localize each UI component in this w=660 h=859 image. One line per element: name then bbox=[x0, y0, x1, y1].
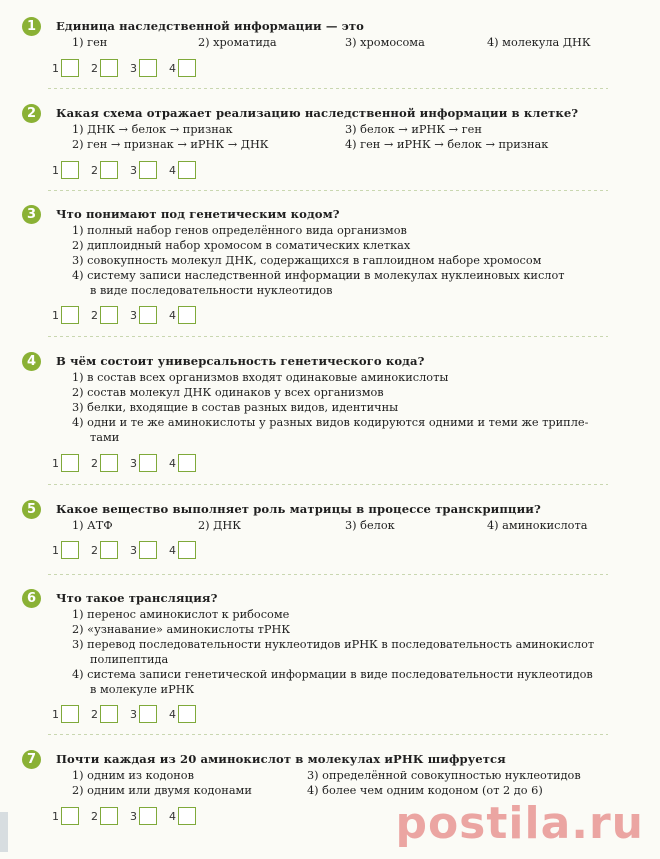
answer-choice-4[interactable]: 4 bbox=[169, 161, 227, 181]
question-text: Единица наследственной информации — это bbox=[56, 19, 364, 33]
answer-choice-4[interactable]: 4 bbox=[169, 454, 227, 474]
option-1: 1) ген bbox=[72, 36, 108, 49]
option-4: 4) более чем одним кодоном (от 2 до 6) bbox=[307, 784, 543, 797]
question-text: В чём состоит универсальность генетического кода? bbox=[56, 354, 425, 368]
option-2: 2) диплоидный набор хромосом в соматических клетках bbox=[72, 239, 411, 252]
answer-choice-3[interactable]: 3 bbox=[130, 541, 188, 561]
option-1: 1) одним из кодонов bbox=[72, 769, 194, 782]
answer-checkbox[interactable] bbox=[100, 59, 118, 77]
divider bbox=[48, 484, 608, 485]
answer-checkbox[interactable] bbox=[178, 454, 196, 472]
option-1: 1) в состав всех организмов входят одинаковые аминокислоты bbox=[72, 371, 449, 384]
divider bbox=[48, 336, 608, 337]
answer-choice-4[interactable]: 4 bbox=[169, 541, 227, 561]
question-number: 1 bbox=[22, 17, 41, 36]
option-2: 2) одним или двумя кодонами bbox=[72, 784, 252, 797]
option-1: 1) АТФ bbox=[72, 519, 113, 532]
answer-choice-1[interactable]: 1 bbox=[52, 59, 110, 79]
option-4: 4) молекула ДНК bbox=[487, 36, 591, 49]
answer-checkbox[interactable] bbox=[139, 161, 157, 179]
answer-checkbox[interactable] bbox=[178, 59, 196, 77]
option-3: 3) хромосома bbox=[345, 36, 425, 49]
watermark: postila.ru bbox=[395, 798, 644, 849]
option-4: 4) ген → иРНК → белок → признак bbox=[345, 138, 549, 151]
question-number: 4 bbox=[22, 352, 41, 371]
answer-choice-1[interactable]: 1 bbox=[52, 454, 110, 474]
divider bbox=[48, 734, 608, 735]
divider bbox=[48, 574, 608, 575]
answer-checkbox[interactable] bbox=[100, 705, 118, 723]
option-4-continued: в виде последовательности нуклеотидов bbox=[90, 284, 333, 297]
page-edge-strip bbox=[0, 812, 8, 852]
answer-choice-3[interactable]: 3 bbox=[130, 306, 188, 326]
option-4-continued: тами bbox=[90, 431, 120, 444]
answer-choice-4[interactable]: 4 bbox=[169, 306, 227, 326]
option-3: 3) перевод последовательности нуклеотидов иРНК в последовательность аминокислот bbox=[72, 638, 595, 651]
option-2: 2) «узнавание» аминокислоты тРНК bbox=[72, 623, 291, 636]
answer-choice-1[interactable]: 1 bbox=[52, 161, 110, 181]
answer-checkbox[interactable] bbox=[139, 454, 157, 472]
answer-choice-1[interactable]: 1 bbox=[52, 306, 110, 326]
answer-choice-2[interactable]: 2 bbox=[91, 807, 149, 827]
answer-checkbox[interactable] bbox=[139, 59, 157, 77]
option-4-continued: в молекуле иРНК bbox=[90, 683, 195, 696]
option-4: 4) аминокислота bbox=[487, 519, 588, 532]
answer-checkbox[interactable] bbox=[61, 306, 79, 324]
answer-checkbox[interactable] bbox=[61, 705, 79, 723]
answer-choice-4[interactable]: 4 bbox=[169, 59, 227, 79]
question-number: 2 bbox=[22, 104, 41, 123]
option-3: 3) белки, входящие в состав разных видов, идентичны bbox=[72, 401, 399, 414]
option-1: 1) ДНК → белок → признак bbox=[72, 123, 233, 136]
answer-checkbox[interactable] bbox=[61, 541, 79, 559]
answer-checkbox[interactable] bbox=[178, 161, 196, 179]
answer-choice-1[interactable]: 1 bbox=[52, 807, 110, 827]
option-4: 4) одни и те же аминокислоты у разных видов кодируются одними и теми же трипле- bbox=[72, 416, 589, 429]
option-3: 3) определённой совокупностью нуклеотидов bbox=[307, 769, 581, 782]
option-3: 3) совокупность молекул ДНК, содержащихся в гаплоидном наборе хромосом bbox=[72, 254, 542, 267]
answer-choice-3[interactable]: 3 bbox=[130, 705, 188, 725]
option-3: 3) белок bbox=[345, 519, 395, 532]
option-2: 2) хроматида bbox=[198, 36, 277, 49]
answer-choice-3[interactable]: 3 bbox=[130, 59, 188, 79]
answer-checkbox[interactable] bbox=[100, 541, 118, 559]
question-number: 6 bbox=[22, 589, 41, 608]
option-2: 2) ДНК bbox=[198, 519, 241, 532]
answer-checkbox[interactable] bbox=[139, 705, 157, 723]
answer-choice-1[interactable]: 1 bbox=[52, 705, 110, 725]
question-text: Какое вещество выполняет роль матрицы в процессе транскрипции? bbox=[56, 502, 541, 516]
question-number: 5 bbox=[22, 500, 41, 519]
option-3-continued: полипептида bbox=[90, 653, 169, 666]
answer-checkbox[interactable] bbox=[61, 807, 79, 825]
option-3: 3) белок → иРНК → ген bbox=[345, 123, 482, 136]
answer-checkbox[interactable] bbox=[178, 807, 196, 825]
answer-choice-2[interactable]: 2 bbox=[91, 705, 149, 725]
answer-choice-4[interactable]: 4 bbox=[169, 705, 227, 725]
answer-checkbox[interactable] bbox=[178, 705, 196, 723]
answer-checkbox[interactable] bbox=[139, 306, 157, 324]
answer-checkbox[interactable] bbox=[100, 454, 118, 472]
answer-choice-4[interactable]: 4 bbox=[169, 807, 227, 827]
answer-checkbox[interactable] bbox=[61, 59, 79, 77]
answer-checkbox[interactable] bbox=[100, 161, 118, 179]
answer-checkbox[interactable] bbox=[139, 807, 157, 825]
option-1: 1) полный набор генов определённого вида организмов bbox=[72, 224, 407, 237]
question-text: Какая схема отражает реализацию наследственной информации в клетке? bbox=[56, 106, 579, 120]
question-text: Почти каждая из 20 аминокислот в молекулах иРНК шифруется bbox=[56, 752, 506, 766]
question-text: Что такое трансляция? bbox=[56, 591, 218, 605]
option-2: 2) состав молекул ДНК одинаков у всех организмов bbox=[72, 386, 384, 399]
answer-choice-3[interactable]: 3 bbox=[130, 807, 188, 827]
answer-choice-3[interactable]: 3 bbox=[130, 161, 188, 181]
divider bbox=[48, 190, 608, 191]
answer-choice-2[interactable]: 2 bbox=[91, 541, 149, 561]
answer-choice-3[interactable]: 3 bbox=[130, 454, 188, 474]
divider bbox=[48, 88, 608, 89]
answer-checkbox[interactable] bbox=[61, 161, 79, 179]
answer-checkbox[interactable] bbox=[178, 541, 196, 559]
option-4: 4) систему записи наследственной информации в молекулах нуклеиновых кислот bbox=[72, 269, 565, 282]
question-number: 7 bbox=[22, 750, 41, 769]
answer-choice-1[interactable]: 1 bbox=[52, 541, 110, 561]
question-number: 3 bbox=[22, 205, 41, 224]
answer-checkbox[interactable] bbox=[139, 541, 157, 559]
answer-choice-2[interactable]: 2 bbox=[91, 306, 149, 326]
answer-choice-2[interactable]: 2 bbox=[91, 454, 149, 474]
question-text: Что понимают под генетическим кодом? bbox=[56, 207, 340, 221]
answer-checkbox[interactable] bbox=[178, 306, 196, 324]
option-4: 4) система записи генетической информации в виде последовательности нуклеотидов bbox=[72, 668, 593, 681]
option-2: 2) ген → признак → иРНК → ДНК bbox=[72, 138, 269, 151]
answer-checkbox[interactable] bbox=[100, 306, 118, 324]
option-1: 1) перенос аминокислот к рибосоме bbox=[72, 608, 290, 621]
answer-choice-2[interactable]: 2 bbox=[91, 59, 149, 79]
answer-checkbox[interactable] bbox=[61, 454, 79, 472]
answer-choice-2[interactable]: 2 bbox=[91, 161, 149, 181]
answer-checkbox[interactable] bbox=[100, 807, 118, 825]
